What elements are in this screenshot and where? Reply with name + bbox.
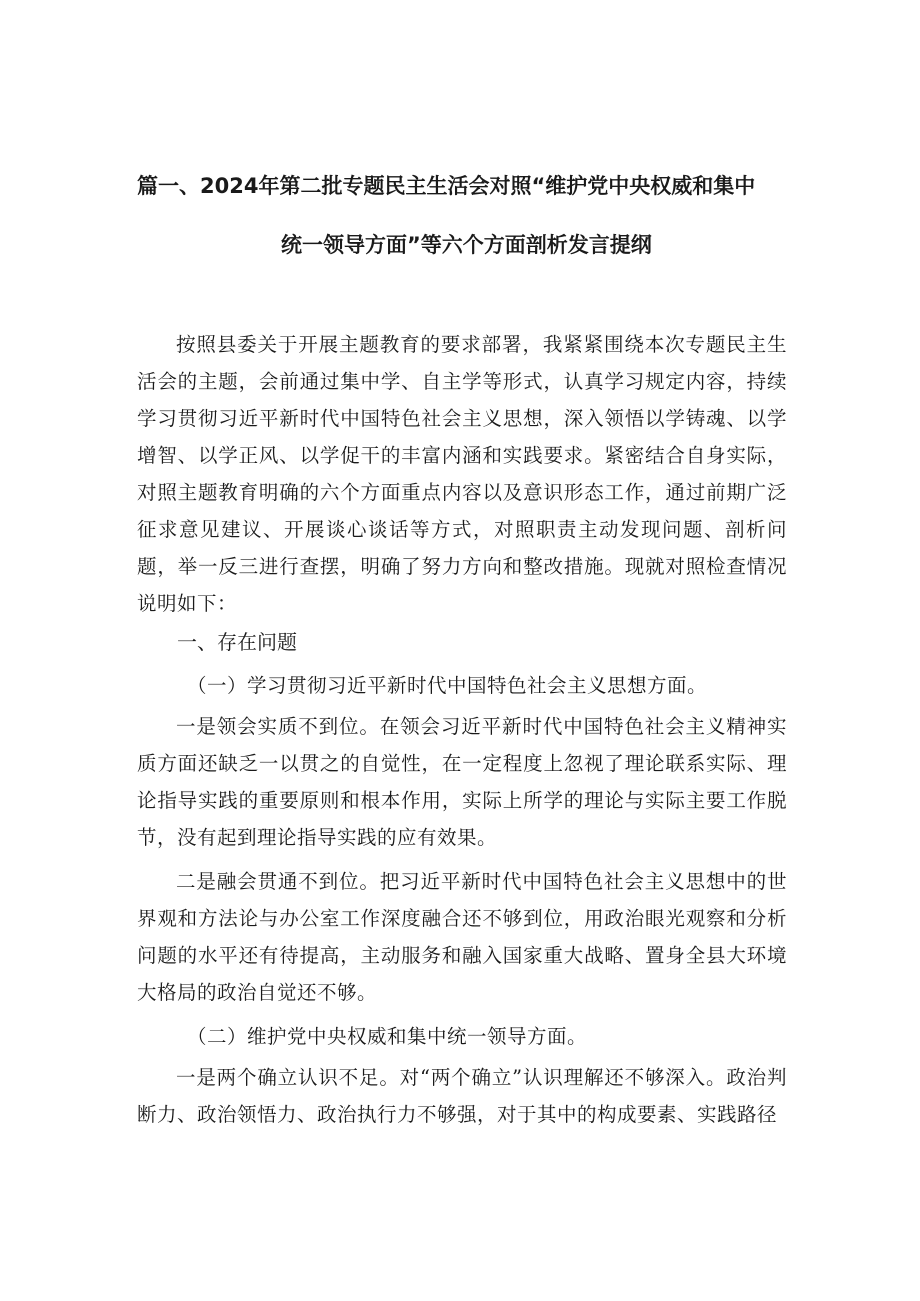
subsection-2-paragraph-1: 一是两个确立认识不足。对“两个确立”认识理解还不够深入。政治判断力、政治领悟力、政治执行力不够强，对于其中的构成要素、实践路径 [137, 1066, 787, 1126]
intro-paragraph: 按照县委关于开展主题教育的要求部署，我紧紧围绕本次专题民主生活会的主题，会前通过集中学、自主学等形式，认真学习规定内容，持续学习贯彻习近平新时代中国特色社会主义思想，深入领悟以学铸魂、以学增智、以学正风、以学促干的丰富内涵和实践要求。紧密结合自身实际，对照主题教育明确的六个方面重点内容以及意识形态工作，通过前期广泛征求意见建议、开展谈心谈话等方式，对照职责主动发现问题、剖析问题，举一反三进行查摆，明确了努力方向和整改措施。现就对照检查情况说明如下： [137, 333, 787, 615]
subsection-1-paragraph-2: 二是融会贯通不到位。把习近平新时代中国特色社会主义思想中的世界观和方法论与办公室工作深度融合还不够到位，用政治眼光观察和分析问题的水平还有待提高，主动服务和融入国家重大战略、置身全县大环境大格局的政治自觉还不够。 [137, 870, 787, 1004]
document-title-line-1: 篇一、2024年第二批专题民主生活会对照“维护党中央权威和集中 [137, 174, 756, 198]
subsection-heading-2: （二）维护党中央权威和集中统一领导方面。 [187, 1025, 588, 1048]
document-title-line-2: 统一领导方面”等六个方面剖析发言提纲 [281, 233, 652, 257]
section-heading-problems: 一、存在问题 [177, 630, 297, 654]
subsection-1-paragraph-1: 一是领会实质不到位。在领会习近平新时代中国特色社会主义精神实质方面还缺乏一以贯之的自觉性，在一定程度上忽视了理论联系实际、理论指导实践的重要原则和根本作用，实际上所学的理论与实际主要工作脱节，没有起到理论指导实践的应有效果。 [137, 715, 787, 849]
subsection-heading-1: （一）学习贯彻习近平新时代中国特色社会主义思想方面。 [187, 674, 708, 697]
document-body [137, 326, 787, 1133]
